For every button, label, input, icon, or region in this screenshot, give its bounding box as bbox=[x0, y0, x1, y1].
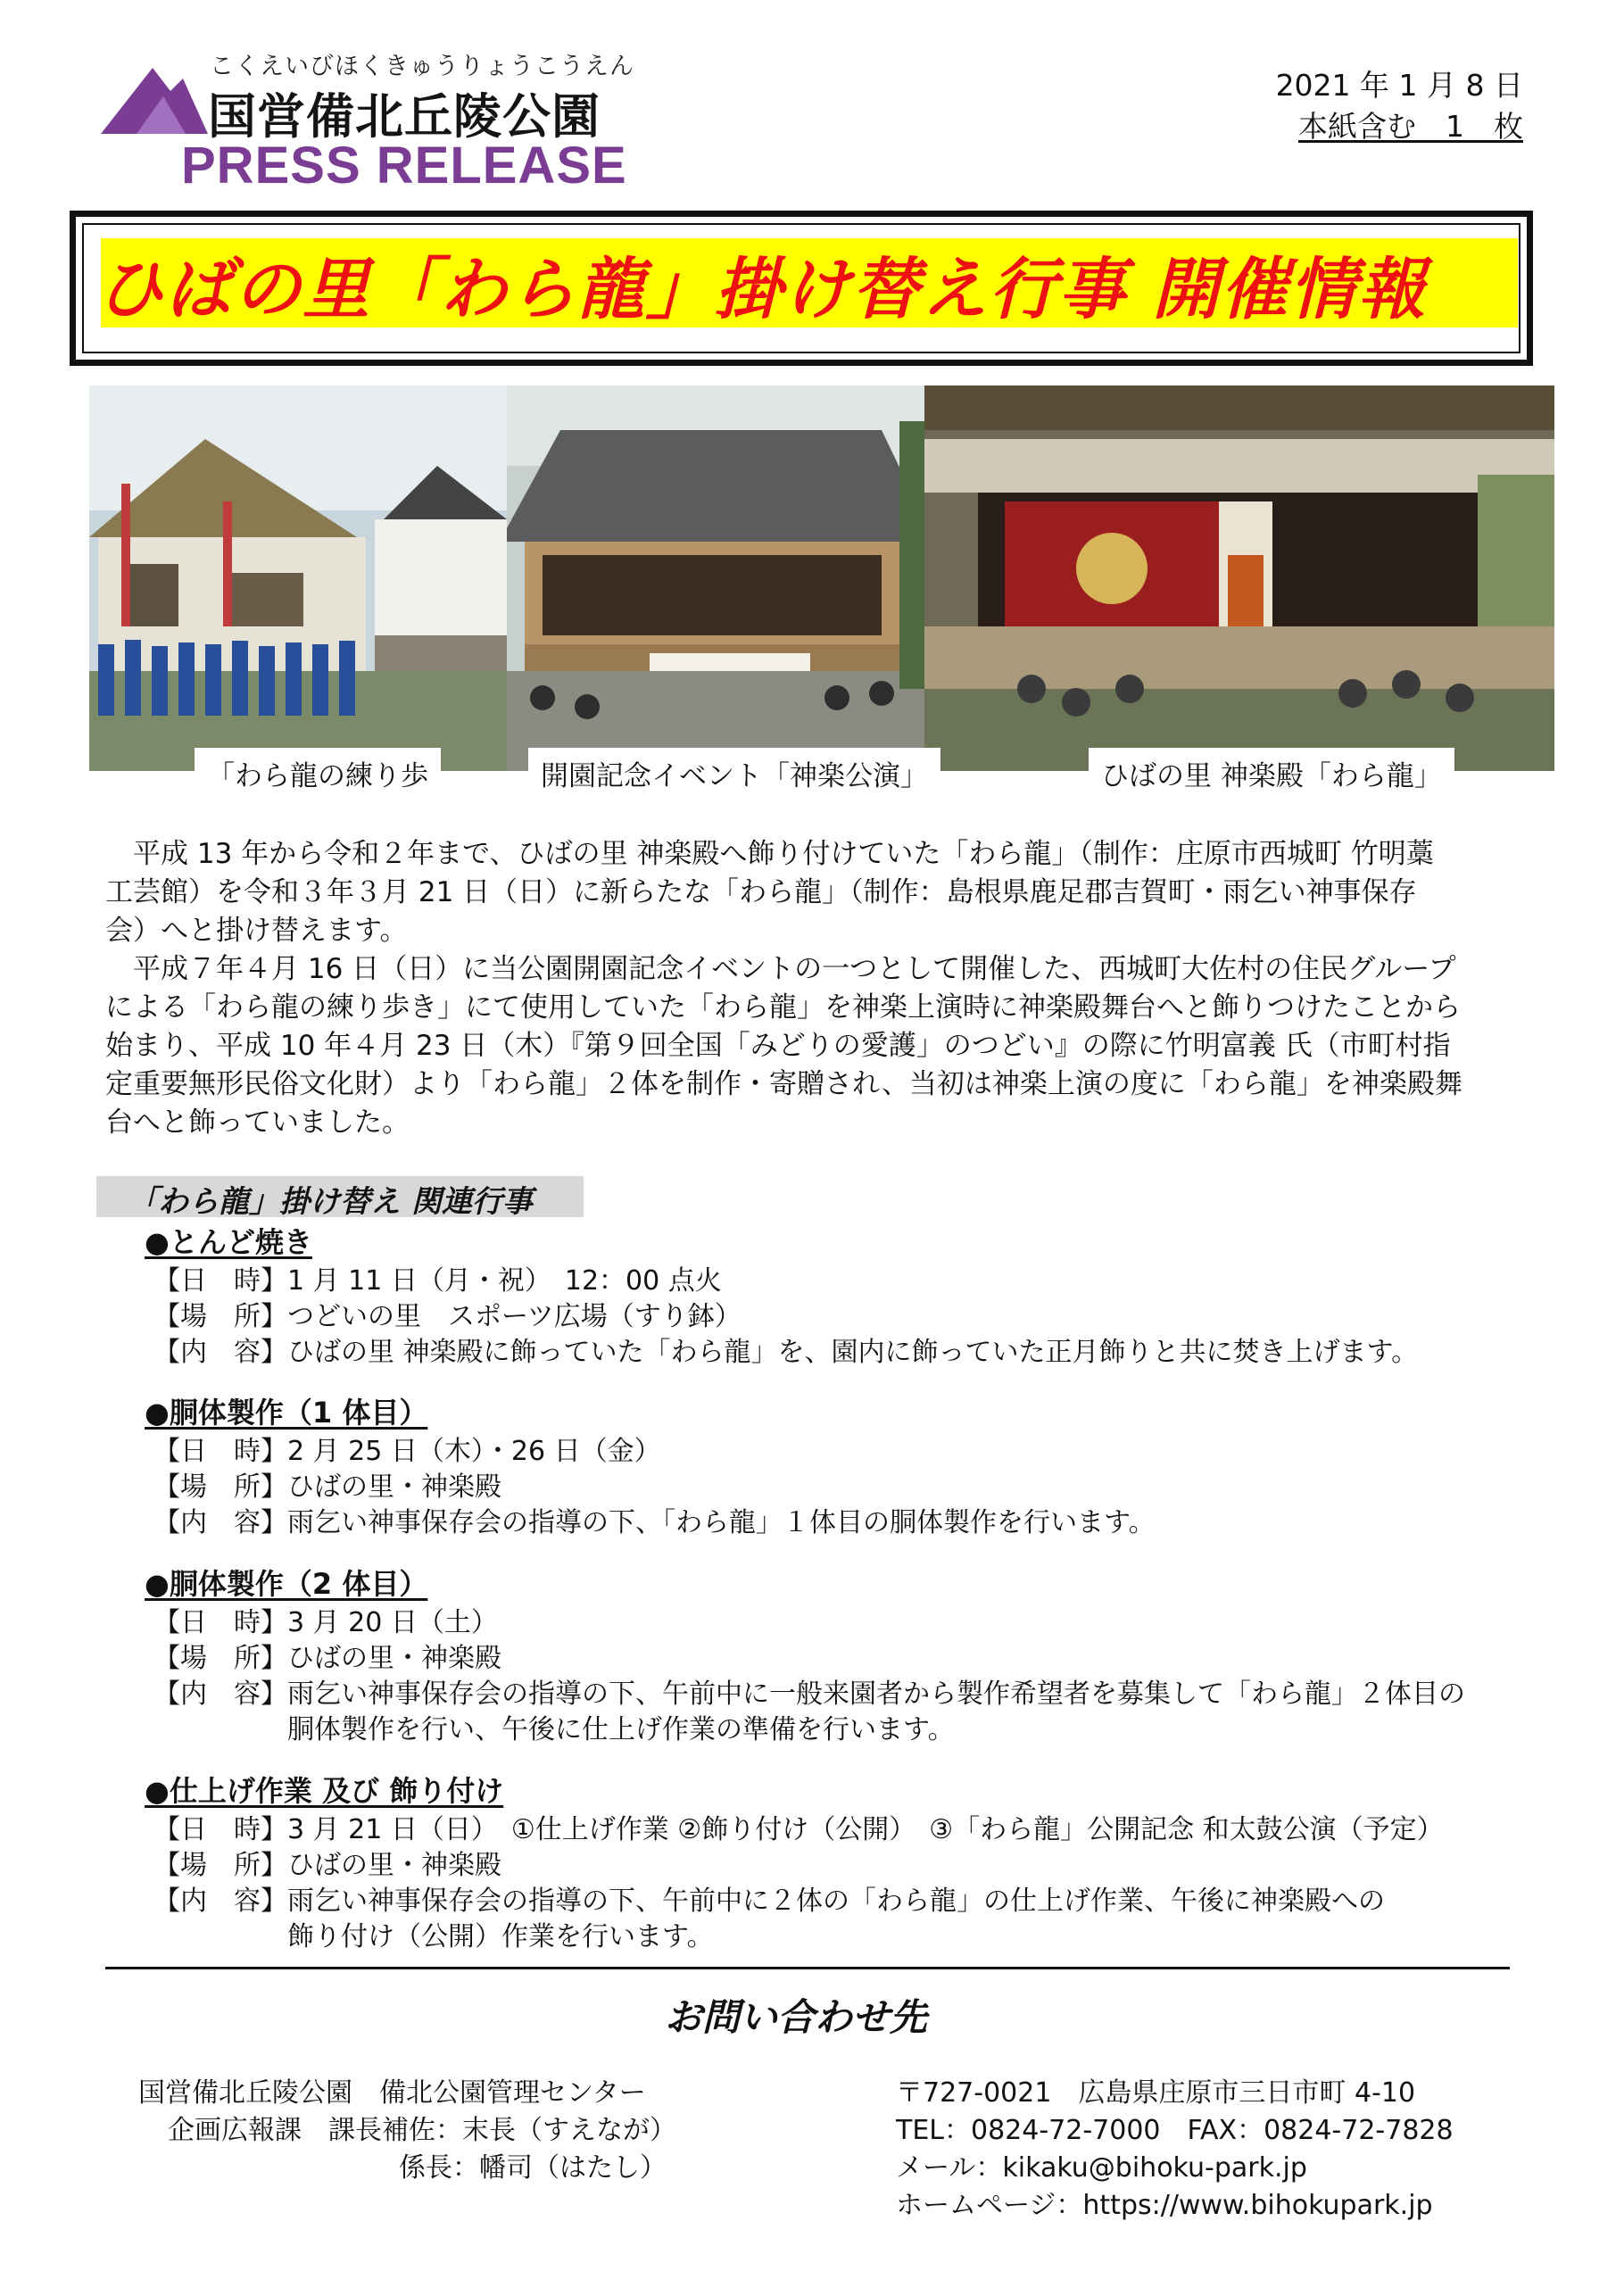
event-content-label: 【内 容】 bbox=[153, 1886, 287, 1917]
page-title: ひばの里「わら龍」掛け替え行事 開催情報 bbox=[96, 250, 1428, 328]
event-content: 雨乞い神事保存会の指導の下、午前中に２体の「わら龍」の仕上げ作業、午後に神楽殿への bbox=[287, 1886, 1385, 1917]
contact-org: 国営備北丘陵公園 備北公園管理センター bbox=[138, 2077, 646, 2109]
photo-procession bbox=[89, 385, 507, 771]
event-date-label: 【日 時】 bbox=[153, 1436, 287, 1467]
photo-kagura-stage bbox=[507, 385, 924, 771]
photo-wara-ryu bbox=[924, 385, 1554, 771]
event-content: ひばの里 神楽殿に飾っていた「わら龍」を、園内に飾っていた正月飾りと共に焚き上げます。 bbox=[287, 1337, 1419, 1368]
event-content-label: 【内 容】 bbox=[153, 1337, 287, 1368]
release-date: 2021 年 1 月 8 日 bbox=[1275, 68, 1523, 103]
event-date-label: 【日 時】 bbox=[153, 1265, 287, 1297]
event-place-label: 【場 所】 bbox=[153, 1850, 287, 1881]
photo-caption-wara-ryu: ひばの里 神楽殿「わら龍」 bbox=[1089, 748, 1454, 799]
event-place: ひばの里・神楽殿 bbox=[287, 1850, 501, 1881]
event-content-cont: 胴体製作を行い、午後に仕上げ作業の準備を行います。 bbox=[287, 1714, 955, 1745]
contact-staff: 係長：幡司（はたし） bbox=[399, 2152, 667, 2184]
page-count: 本紙含む 1 枚 bbox=[1298, 109, 1523, 144]
intro-paragraph-2: 平成７年４月 16 日（日）に当公園開園記念イベントの一つとして開催した、西城町大佐村の住民グループ による「わら龍の練り歩き」にて使用していた「わら龍」を神楽上演時に神楽殿舞台へと飾りつけたことから 始まり、平成 10 年４月 23 日（木）『第９回全国「みどりの愛護」のつどい』の際に竹明富義 氏（市町村指 定重要無形民俗文化財）より「わら龍」２体を制作・寄贈され、当初は神楽上演の度に「わら龍」を神楽殿舞 台へと飾っていました。 bbox=[105, 953, 1462, 1139]
event-place: つどいの里 スポーツ広場（すり鉢） bbox=[287, 1301, 742, 1332]
event-content-cont: 飾り付け（公開）作業を行います。 bbox=[287, 1921, 714, 1952]
event-content-label: 【内 容】 bbox=[153, 1507, 287, 1538]
event-place: ひばの里・神楽殿 bbox=[287, 1643, 501, 1674]
contact-web-link[interactable]: ホームページ：https://www.bihokupark.jp bbox=[896, 2190, 1433, 2221]
press-release-label: PRESS RELEASE bbox=[181, 137, 627, 195]
event-content-label: 【内 容】 bbox=[153, 1678, 287, 1710]
contact-address: 〒727-0021 広島県庄原市三日市町 4-10 bbox=[896, 2077, 1416, 2109]
event-date: 3 月 20 日（土） bbox=[287, 1607, 498, 1638]
photo-caption-kagura: 開園記念イベント「神楽公演」 bbox=[528, 748, 940, 799]
contact-divider bbox=[105, 1967, 1510, 1969]
event-place: ひばの里・神楽殿 bbox=[287, 1471, 501, 1503]
event-title-body-2: ●胴体製作（2 体目） bbox=[145, 1567, 428, 1601]
event-title-tondo: ●とんど焼き bbox=[145, 1225, 312, 1259]
park-furigana: こくえいびほくきゅうりょうこうえん bbox=[210, 53, 634, 80]
contact-tel-fax: TEL：0824-72-7000 FAX：0824-72-7828 bbox=[896, 2115, 1454, 2146]
event-content: 雨乞い神事保存会の指導の下、「わら龍」１体目の胴体製作を行います。 bbox=[287, 1507, 1156, 1538]
contact-title: お問い合わせ先 bbox=[665, 1995, 928, 2039]
event-date: 1 月 11 日（月・祝） 12：00 点火 bbox=[287, 1265, 722, 1297]
event-date: 3 月 21 日（日） ①仕上げ作業 ②飾り付け（公開） ③「わら龍」公開記念 和太鼓公演（予定） bbox=[287, 1814, 1444, 1845]
intro-paragraph-1: 平成 13 年から令和２年まで、ひばの里 神楽殿へ飾り付けていた「わら龍」（制作：庄原市西城町 竹明藁 工芸館）を令和３年３月 21 日（日）に新らたな「わら龍」（制作：島根県鹿足郡吉賀町・雨乞い神事保存 会）へと掛け替えます。 bbox=[105, 838, 1434, 947]
event-date-label: 【日 時】 bbox=[153, 1607, 287, 1638]
event-place-label: 【場 所】 bbox=[153, 1643, 287, 1674]
events-header: 「わら龍」掛け替え 関連行事 bbox=[128, 1184, 533, 1220]
contact-section: 企画広報課 課長補佐：末長（すえなが） bbox=[168, 2115, 676, 2146]
event-date-label: 【日 時】 bbox=[153, 1814, 287, 1845]
event-content: 雨乞い神事保存会の指導の下、午前中に一般来園者から製作希望者を募集して「わら龍」２体目の bbox=[287, 1678, 1465, 1710]
photo-caption-procession: 「わら龍の練り歩 bbox=[195, 748, 441, 799]
contact-mail-link[interactable]: メール：kikaku@bihoku-park.jp bbox=[896, 2152, 1307, 2184]
park-logo-icon bbox=[101, 62, 208, 137]
event-place-label: 【場 所】 bbox=[153, 1471, 287, 1503]
park-name: 国営備北丘陵公園 bbox=[208, 88, 601, 145]
event-place-label: 【場 所】 bbox=[153, 1301, 287, 1332]
event-title-finishing: ●仕上げ作業 及び 飾り付け bbox=[145, 1774, 504, 1808]
event-date: 2 月 25 日（木）・26 日（金） bbox=[287, 1436, 661, 1467]
event-title-body-1: ●胴体製作（1 体目） bbox=[145, 1396, 428, 1430]
